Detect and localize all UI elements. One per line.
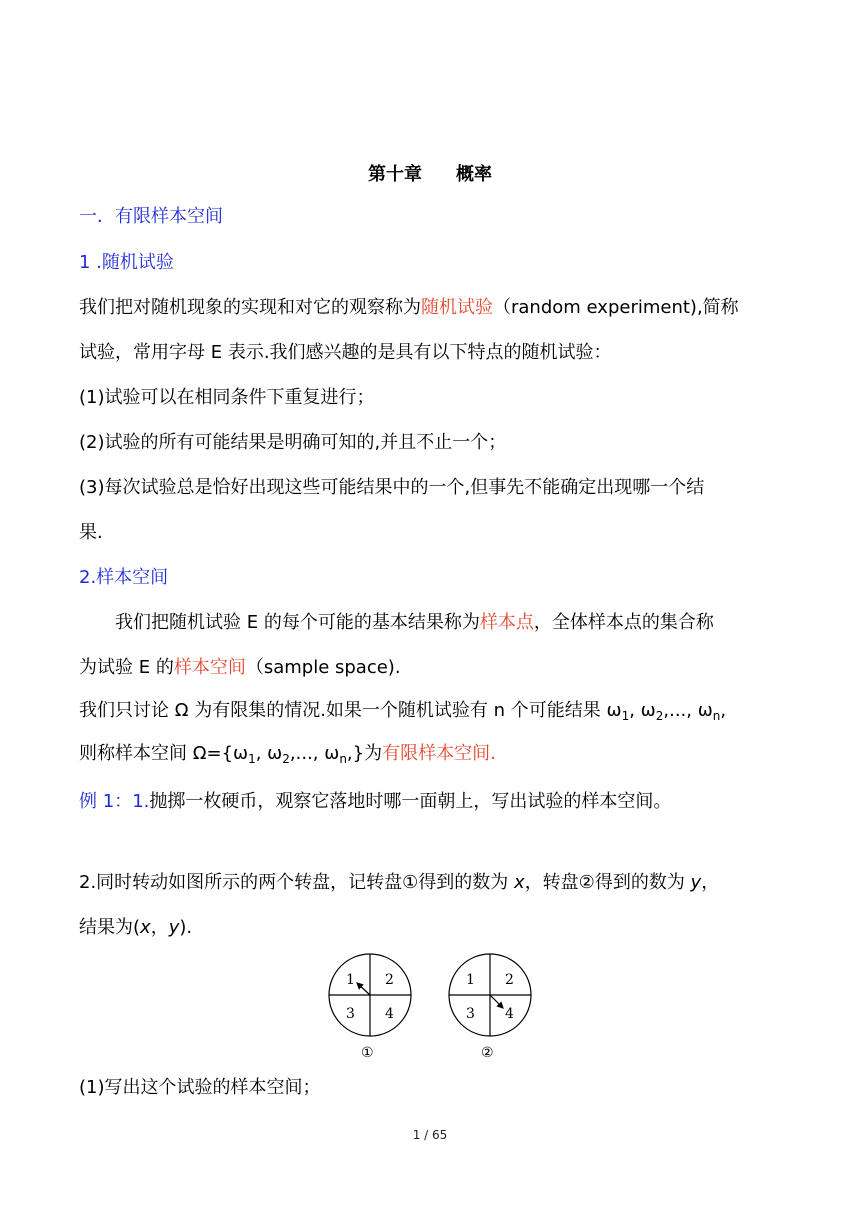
term-random-experiment: 随机试验 — [421, 297, 493, 318]
chapter-title: 第十章 概率 — [368, 164, 492, 185]
list-item: (2)试验的所有可能结果是明确可知的,并且不止一个； — [79, 432, 507, 453]
spinner-pointer-1 — [357, 983, 370, 995]
disc-2-label-2: 2 — [505, 972, 514, 988]
paragraph: 试验，常用字母 E 表示.我们感兴趣的是具有以下特点的随机试验： — [79, 342, 612, 363]
disc-1-caption: ① — [361, 1045, 374, 1061]
spinner-pointer-2 — [490, 995, 503, 1008]
page-number: 1 / 65 — [412, 1128, 448, 1142]
subsection-heading-sample-space: 2.样本空间 — [79, 567, 169, 588]
disc-1-label-4: 4 — [385, 1006, 394, 1022]
example-number: 1. — [132, 791, 150, 812]
term-sample-space: 样本空间 — [173, 657, 246, 678]
problem-2-continuation: 结果为(x，y). — [79, 917, 193, 938]
disc-2-label-4: 4 — [505, 1006, 514, 1022]
disc-2-caption: ② — [481, 1045, 494, 1061]
example-label: 例 1： — [79, 791, 133, 812]
question-1: (1)写出这个试验的样本空间； — [79, 1077, 321, 1098]
paragraph: 我们把随机试验 E 的每个可能的基本结果称为样本点，全体样本点的集合称 — [115, 612, 714, 633]
paragraph: 则称样本空间 $\Omega=\{\omega_1$, $\omega_2$,..., $\omega_n$,}为有限样本空间. — [79, 743, 496, 766]
spinner-disc-2 — [449, 954, 531, 1061]
paragraph: 为试验 E 的样本空间（sample space). — [79, 657, 401, 678]
disc-2-label-3: 3 — [466, 1006, 475, 1022]
list-item: (1)试验可以在相同条件下重复进行； — [79, 387, 375, 408]
paragraph: 我们把对随机现象的实现和对它的观察称为随机试验（random experiment),简称 — [79, 297, 739, 318]
disc-1-label-1: 1 — [346, 972, 355, 988]
problem-2: 2.同时转动如图所示的两个转盘，记转盘①得到的数为 x，转盘②得到的数为 y， — [79, 872, 720, 893]
list-item-continuation: 果. — [79, 522, 103, 543]
subsection-heading-random-experiment: 1 .随机试验 — [79, 252, 174, 273]
paragraph: 我们只讨论 Ω 为有限集的情况.如果一个随机试验有 n 个可能结果 $\omega_1$, $\omega_2$,..., $\omega_n$, — [79, 700, 727, 723]
term-sample-point: 样本点 — [479, 612, 534, 633]
spinner-figure — [325, 953, 540, 1061]
disc-2-label-1: 1 — [466, 972, 475, 988]
disc-1-label-3: 3 — [346, 1006, 355, 1022]
term-finite-sample-space: 有限样本空间. — [382, 743, 496, 764]
disc-1-label-2: 2 — [385, 972, 394, 988]
list-item: (3)每次试验总是恰好出现这些可能结果中的一个,但事先不能确定出现哪一个结 — [79, 477, 705, 498]
section-heading: 一．有限样本空间 — [79, 206, 223, 227]
example-1: 例 1：1.抛掷一枚硬币，观察它落地时哪一面朝上，写出试验的样本空间。 — [79, 791, 672, 812]
spinner-disc-1 — [329, 954, 411, 1061]
